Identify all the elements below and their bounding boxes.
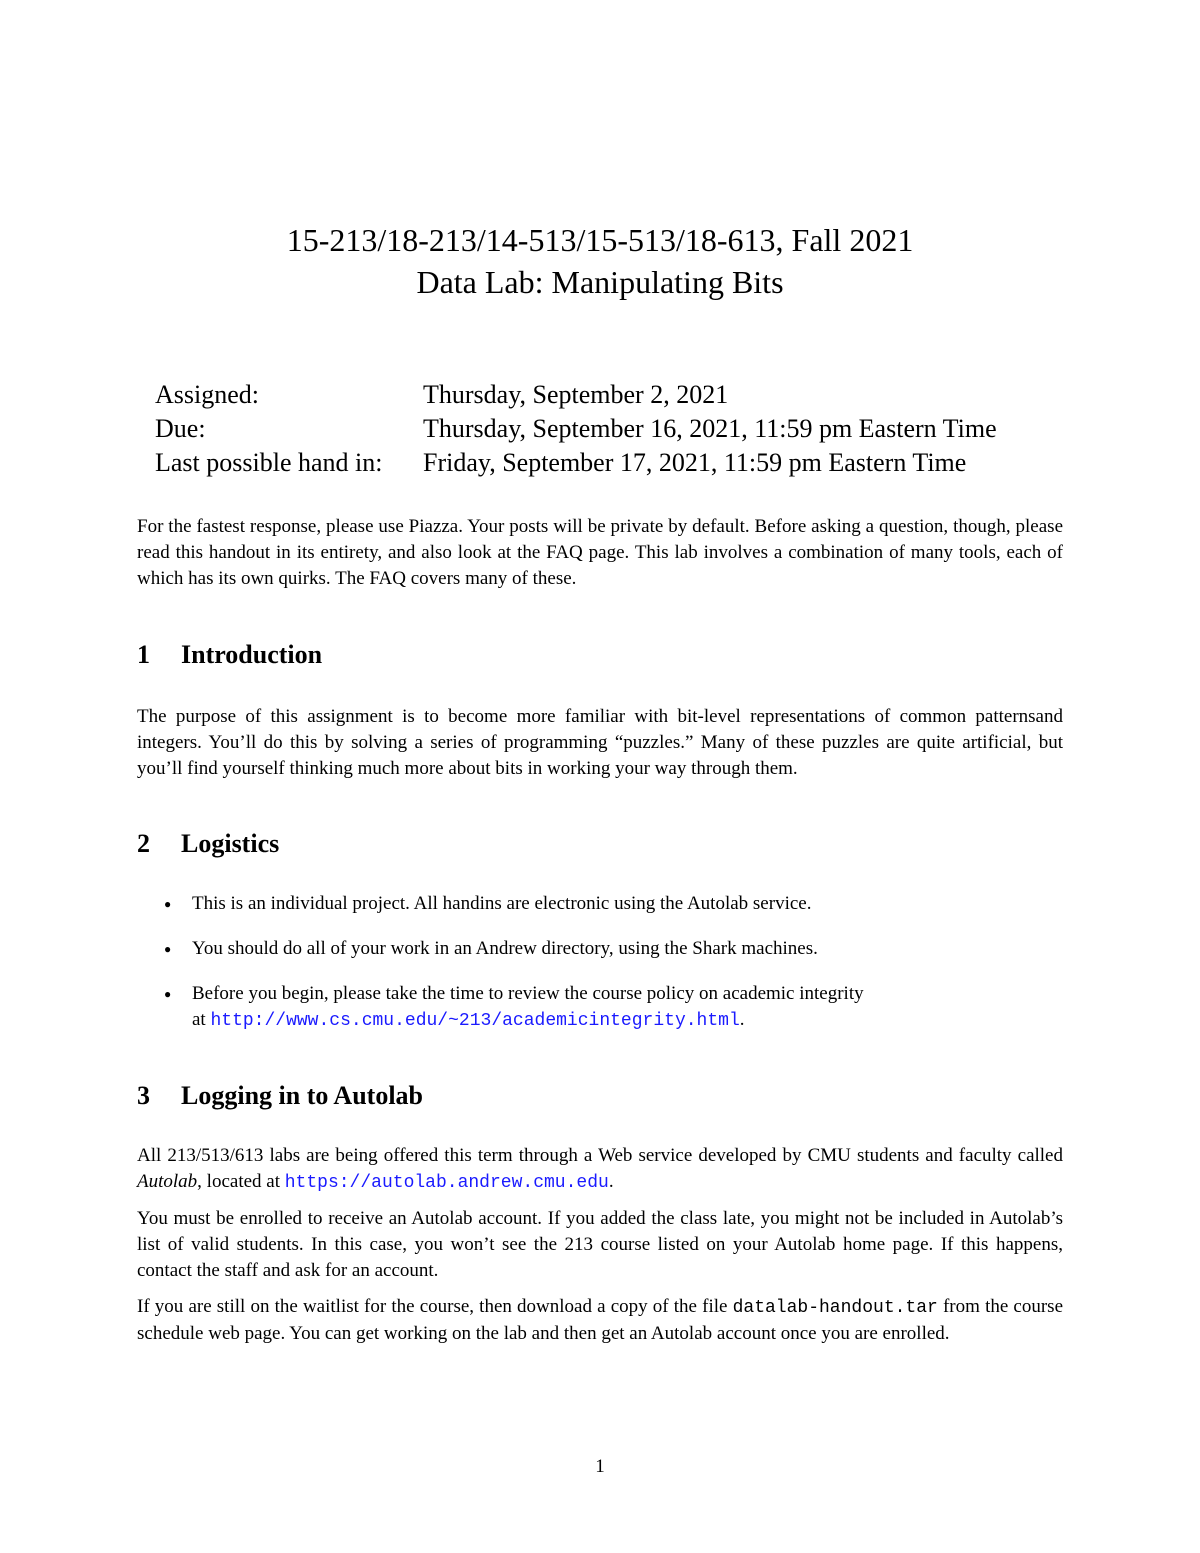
- section-heading-autolab: [137, 1081, 423, 1111]
- academic-integrity-link[interactable]: http://www.cs.cmu.edu/~213/academicintegrity.html: [210, 1011, 740, 1031]
- section-title: Logging in to Autolab: [181, 1081, 424, 1110]
- autolab-paragraph-3: If you are still on the waitlist for the course, then download a copy of the file datalab-handout.tar from the course schedule web page. You can get working on the lab and then get an Autolab account once you are enrolled.: [137, 1296, 1064, 1344]
- bullet-icon: ●: [164, 897, 172, 911]
- dates-table: [155, 378, 997, 480]
- course-line: 15-213/18-213/14-513/15-513/18-613, Fall 2021: [286, 222, 914, 258]
- date-value: Friday, September 17, 2021, 11:59 pm Eastern Time: [423, 448, 967, 477]
- intro-note: For the fastest response, please use Piazza. Your posts will be private by default. Before asking a question, though, please read this handout in its entirety, and also look at the FAQ page. This lab involves a combination of many tools, each of which has its own quirks. The FAQ covers many of these.: [137, 516, 1063, 589]
- section-title: Logistics: [181, 829, 280, 858]
- date-row-assigned: [155, 378, 997, 412]
- section-heading-introduction: [137, 640, 322, 670]
- handout-filename: datalab-handout.tar: [732, 1298, 938, 1318]
- date-label: Assigned:: [155, 380, 259, 409]
- section-number: 1: [137, 640, 150, 669]
- date-label: Last possible hand in:: [155, 448, 383, 477]
- autolab-paragraph-2: You must be enrolled to receive an Autolab account. If you added the class late, you might not be included in Autolab’s list of valid students. In this case, you won’t see the 213 course listed on your Autolab home page. If this happens, contact the staff and ask for an account.: [137, 1208, 1063, 1281]
- section-title: Introduction: [181, 640, 323, 669]
- date-value: Thursday, September 16, 2021, 11:59 pm Eastern Time: [423, 414, 997, 443]
- section-heading-logistics: [137, 829, 279, 859]
- page-number: 1: [595, 1456, 605, 1477]
- date-value: Thursday, September 2, 2021: [423, 380, 729, 409]
- autolab-link[interactable]: https://autolab.andrew.cmu.edu: [284, 1173, 609, 1193]
- introduction-body: The purpose of this assignment is to become more familiar with bit-level representations of common patternsand integers. You’ll do this by solving a series of programming “puzzles.” Many of these puzzles are quite artificial, but you’ll find yourself thinking much more about bits in working your way through them.: [137, 706, 1063, 779]
- autolab-paragraph-1: All 213/513/613 labs are being offered this term through a Web service developed by CMU students and faculty called Autolab, located at https://autolab.andrew.cmu.edu.: [137, 1145, 1063, 1193]
- date-row-last-handin: [155, 446, 997, 480]
- bullet-icon: ●: [164, 942, 172, 956]
- date-label: Due:: [155, 414, 206, 443]
- date-row-due: [155, 412, 997, 446]
- bullet-icon: ●: [164, 987, 172, 1001]
- lab-title: Data Lab: Manipulating Bits: [416, 264, 784, 300]
- section-number: 2: [137, 829, 150, 858]
- section-number: 3: [137, 1081, 150, 1110]
